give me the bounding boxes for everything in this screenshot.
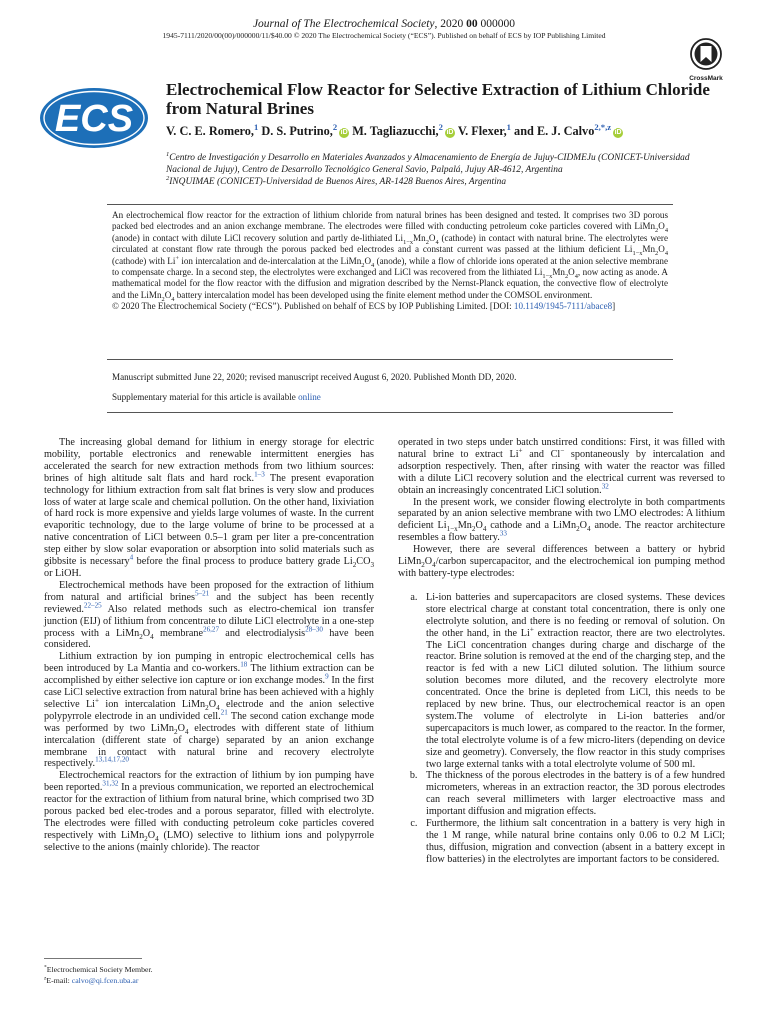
paragraph: However, there are several differences between a battery or hybrid $LiMn_2O_4$/carbon supercapacitor, and the electrochemical ion pumping method with battery-type electrodes: [398,544,725,579]
list-item: b. The thickness of the porous electrodes in the battery is of a few hundred micrometers, whereas in an extraction reactor, the 3D porous electrodes can reach several millimeters with larger electroactive mass and important diffusion and migration effects. [420,770,725,818]
author: and E. J. Calvo [514,124,595,138]
affiliation-2: $^2$INQUIMAE (CONICET)-Universidad de Buenos Aires, AR-1428 Buenos Aires, Argentina [166,174,507,187]
author-affil-ref[interactable]: 1 [506,121,511,132]
crossmark-icon [690,38,722,70]
ecs-logo [38,86,150,150]
citation-link[interactable]: 28–30 [305,625,323,634]
paragraph: The increasing global demand for lithium in energy storage for electric mobility, portable electronics and renewable intermittent energies has accelerated the search for new extraction methods from two lithium sources: brines of high altitude salt flats and hard rock.$^{1-3}$ The present evaporation technology for lithium extraction from salt flat brines is very slow and produces loss of water at large scale and chemical pollution. On the other hand, lixiviation of hard rock is more expensive and yields large volumes of waste. In the current evaporitic technology, due to the large volume of brine to be processed at a native concentration of LiCl between 0.5–1 gram per liter a pre-concentration step either by slow solar evaporation or absorption into solid materials such as gibbsite is necessary$^4$ before the final process to produce battery grade $Li_2CO_3$ or LiOH. [44,437,374,579]
body-column-right [398,437,725,866]
copyright-line: 1945-7111/2020/00(00)/000000/11/$40.00 © 2020 The Electrochemical Society (“ECS”). Published on behalf of ECS by IOP Publishing Limited [162,31,606,40]
email-link[interactable]: calvo@qi.fcen.uba.ar [71,976,139,985]
citation-link[interactable]: 32 [601,482,609,491]
affiliation-1: $^1$Centro de Investigación y Desarrollo en Materiales Avanzados y Almacenamiento de Energía de Jujuy-CIDMEJu (CONICET-Universidad Nacional de Jujuy), Centro de Desarrollo Tecnológico General Savio, Palpalá, Jujuy AR-4612, Argentina [166,150,690,175]
footnotes [44,964,374,986]
journal-year: , 2020 [434,18,464,30]
footnote-member: *Electrochemical Society Member. [44,964,153,974]
crossmark-badge[interactable] [683,38,729,82]
citation-link[interactable]: 21 [220,708,228,717]
crossmark-label: CrossMark [689,75,723,82]
journal-volume: 00 [466,18,478,30]
divider [107,412,673,413]
citation-link[interactable]: 26,27 [203,625,220,634]
journal-pages: 000000 [480,18,516,30]
list-item: a. Li-ion batteries and supercapacitors are closed systems. These devices store electrical charge at constant total concentration, there is only one electrolyte solution, and there is no feeding or removal of solution. On the other hand, in the Li+ extraction reactor, there are two electrolytes. The LiCl concentration changes during charge and discharge of the reactor. Brine solution is removed at the end of the charging step, and the reactor is fed with a new LiCl diluted solution. The lithium source solution becomes more diluted, and the recovery electrolyte more concentrated. Once the brine is depleted from LiCl, this needs to be replaced by new brine. Thus, our electrochemical reactor is an open system.The volume of electrolyte in Li-ion batteries and/or supercapacitors is much lower, as compared to the reactor. In the former, the total electrolyte volume is of a few micro-liters (depending on device size and geometry). Conversely, the flow reactor in this study comprises two large external tanks with a total electrolyte volume of 500 ml. [420,592,725,771]
author: V. C. E. Romero, [166,124,255,138]
author: V. Flexer, [457,124,507,138]
footnote-divider [44,958,142,959]
author: M. Tagliazucchi, [352,124,439,138]
difference-list [398,592,725,866]
paragraph: Lithium extraction by ion pumping in entropic electrochemical cells has been introduced by La Mantia and co-workers.$^{18}$ The lithium extraction can be accomplished by either selective ion capture or ion exchange modes.$^9$ In the first case LiCl selective extraction from natural brine has been achieved with a highly selective Li+ ion intercalation $LiMn_2O_4$ electrode and the anion selective polypyrrole electrode in an undivided cell.$^{21}$ The second cation exchange mode was performed by two $LiMn_2O_4$ electrodes with different state of lithium intercalation (different state of charge) separated by an anion exchange membrane in contact with natural brine and recovery electrolyte respectively.$^{13,14,17,20}$ [44,651,375,770]
affiliations [166,152,726,188]
citation-link[interactable]: 31,32 [102,779,119,788]
orcid-icon[interactable]: iD [340,129,348,136]
author-affil-ref[interactable]: 2,*,z [594,121,612,132]
citation-link[interactable]: 18 [240,660,248,669]
orcid-icon[interactable]: iD [446,129,454,136]
author-list [166,121,726,139]
paragraph: In the present work, we consider flowing electrolyte in both compartments separated by an anion selective membrane with two LMO electrodes: A lithium deficient $Li_{1-x}Mn_2O_4$ cathode and a $LiMn_2O_4$ anode. The reactor architecture resembles a flow battery.$^{33}$ [398,496,725,544]
paragraph: Electrochemical reactors for the extraction of lithium by ion pumping have been reported.$^{31,32}$ In a previous communication, we reported an electrochemical reactor for the extraction of lithium from natural brine, which comprised two 3D porous packed bed elec-trodes and a porous separator, filled with electrolyte. The electrodes were filled with conducting petroleum coke particles covered respectively with $LiMn_2O_4$ (LMO) selective to lithium ions and polypyrrole selective to the anions (mainly chloride). The reactor [44,770,374,853]
author-affil-ref[interactable]: 1 [254,121,259,132]
paragraph: operated in two steps under batch unstirred conditions: First, it was filled with natural brine to extract Li+ and Cl− spontaneously by intercalation and adsorption respectively. Then, after rinsing with water the reactor was filled with a dilute LiCl recovery solution and the electrical current was reversed to obtain an increasingly concentrated LiCl solution.$^{32}$ [398,437,725,496]
journal-header [0,18,768,30]
citation-link[interactable]: 22–25 [83,601,102,610]
abstract-copyright: © 2020 The Electrochemical Society (“ECS”). Published on behalf of ECS by IOP Publishing Limited. [DOI: [112,301,514,312]
paragraph: Electrochemical methods have been proposed for the extraction of lithium from natural and artificial brines$^{5-21}$ and the subject has been recently reviewed.$^{22-25}$ Also related methods such as electro-chemical ion transfer junction (EIJ) of lithium from concentrate to dilute LiCl electrolyte in a one-step process with a $LiMn_2O_4$ membrane$^{26,27}$ and electrodialysis$^{28-30}$ have been considered. [44,579,374,651]
supplementary-note: Supplementary material for this article is available online [112,392,321,402]
paper-title: Electrochemical Flow Reactor for Selective Extraction of Lithium Chloride from Natural Brines [166,80,710,118]
author-affil-ref[interactable]: 2 [332,121,338,132]
abstract: An electrochemical flow reactor for the extraction of lithium chloride from natural brines has been designed and tested. It comprises two 3D porous packed bed electrodes and an anion exchange membrane. The electrodes were filled with conducting petroleum coke particles covered with $LiMn_2O_4$ (anode) in contact with dilute LiCl recovery solution and partly de-lithiated $Li_{1-x}Mn_2O_4$ (cathode) in contact with natural brine. The electrolytes were circulated at constant flow rate through the porous packed bed electrodes and a constant current was passed at the lithium deficient $Li_{1-x}Mn_2O_4$ (cathode) with Li+ ion intercalation and de-intercalation at the $LiMn_2O_4$ (anode), while a flow of chloride ions operated at the anion selective membrane to compensate charge. In a second step, the electrolytes were exchanged and LiCl was recovered from the lithiated $Li_{1-x}Mn_2O_4$, now acting as anode. A mathematical model for the flow reactor with the diffusion and migration described by the Nernst-Planck equation, the convective flow of electrolyte and the $LiMn_2O_4$ battery intercalation model has been developed using the finite element method under the COMSOL environment. © 2020 The Electrochemical Society (“ECS”). Published on behalf of ECS by IOP Publishing Limited. [DOI: 10.1149/1945-7111/abace8] [112,210,668,312]
doi-link[interactable]: 10.1149/1945-7111/abace8 [513,301,613,312]
journal-name: Journal of The Electrochemical Society [252,18,435,30]
manuscript-dates: Manuscript submitted June 22, 2020; revised manuscript received August 6, 2020. Published Month DD, 2020. [112,372,517,382]
citation-link[interactable]: 1–3 [254,470,265,479]
author: D. S. Putrino, [261,124,333,138]
citation-link[interactable]: 5–21 [194,589,210,598]
body-column-left [44,437,374,854]
citation-link[interactable]: 13,14,17,20 [95,756,129,765]
author-affil-ref[interactable]: 2 [438,121,443,132]
citation-link[interactable]: 4 [129,553,134,562]
citation-link[interactable]: 33 [499,529,507,538]
footnote-email: $^z$E-mail: calvo@qi.fcen.uba.ar [44,975,139,985]
citation-link[interactable]: 9 [325,672,329,681]
list-item: c. Furthermore, the lithium salt concentration in a battery is very high in the 1 M range, while natural brine contains only 0.06 to 0.2 M LiCl; thus, diffusion, migration and convection (absent in a battery except in flow batteries) in the electrolytes are important factors to be considered. [420,818,725,866]
orcid-icon[interactable]: iD [614,129,622,136]
ecs-logo-text: ECS [54,98,134,140]
supplementary-link[interactable]: online [298,392,321,402]
